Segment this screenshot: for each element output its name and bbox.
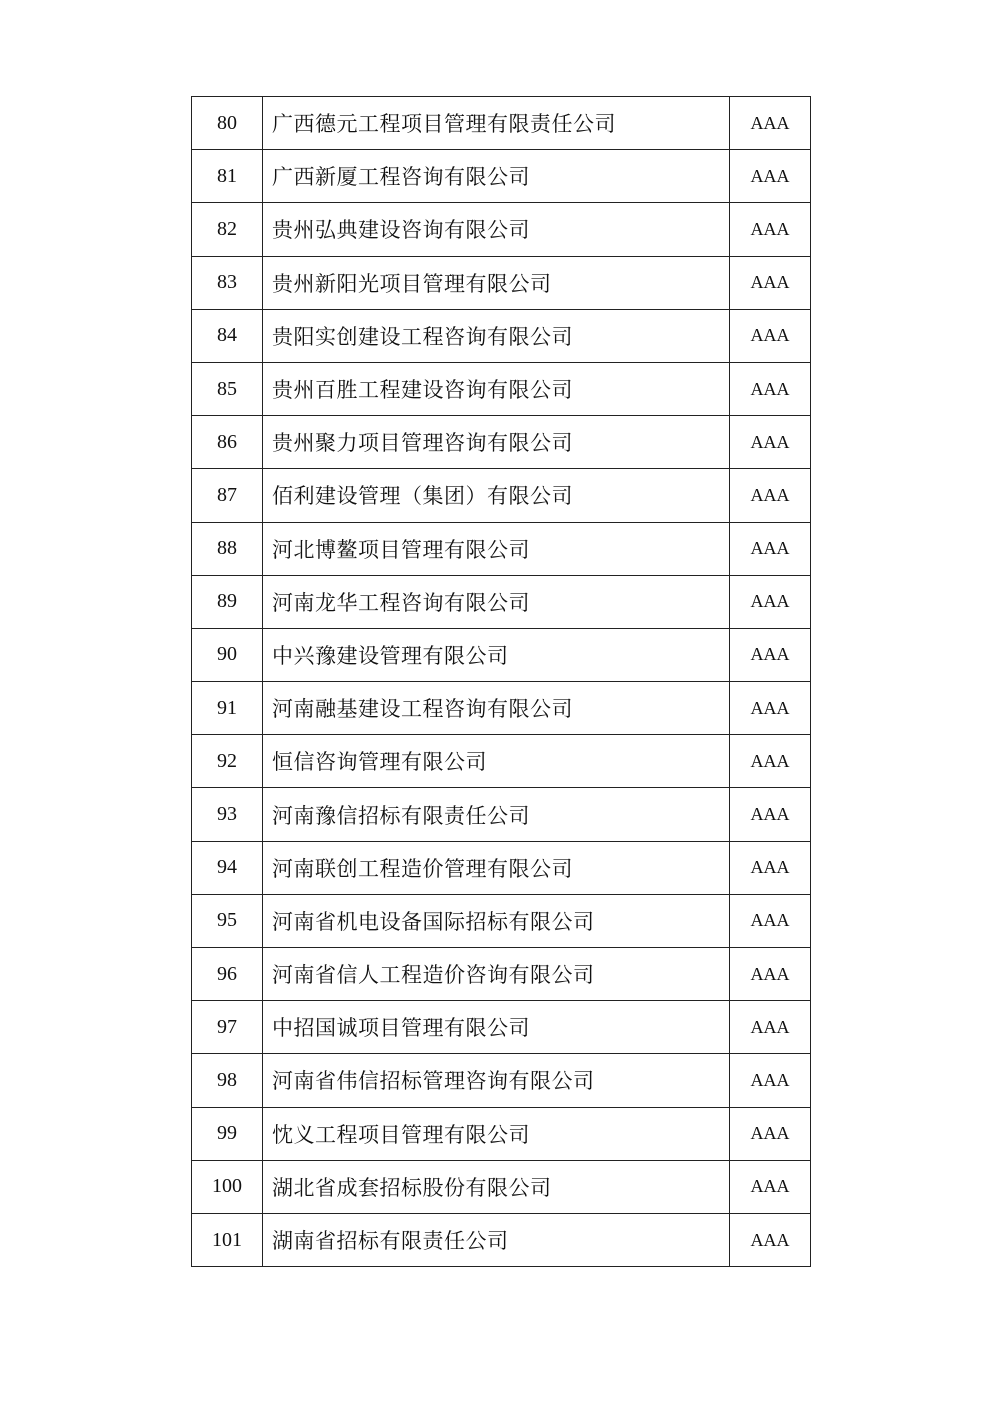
credit-grade-cell: AAA (730, 948, 811, 1001)
credit-grade-cell: AAA (730, 203, 811, 256)
credit-grade-cell: AAA (730, 788, 811, 841)
row-number-cell: 92 (192, 735, 263, 788)
row-number-cell: 100 (192, 1160, 263, 1213)
table-row (192, 1213, 811, 1266)
row-number-cell: 80 (192, 97, 263, 150)
credit-grade-cell: AAA (730, 628, 811, 681)
credit-grade-cell: AAA (730, 256, 811, 309)
table-row (192, 97, 811, 150)
table-row (192, 894, 811, 947)
table-row (192, 362, 811, 415)
row-number-cell: 98 (192, 1054, 263, 1107)
company-name-cell: 贵州弘典建设咨询有限公司 (263, 203, 730, 256)
credit-grade-cell: AAA (730, 1213, 811, 1266)
row-number-cell: 85 (192, 362, 263, 415)
row-number-cell: 94 (192, 841, 263, 894)
table-row (192, 948, 811, 1001)
table-row (192, 788, 811, 841)
row-number-cell: 87 (192, 469, 263, 522)
row-number-cell: 82 (192, 203, 263, 256)
company-name-cell: 贵州聚力项目管理咨询有限公司 (263, 416, 730, 469)
company-name-cell: 广西德元工程项目管理有限责任公司 (263, 97, 730, 150)
credit-grade-cell: AAA (730, 309, 811, 362)
row-number-cell: 83 (192, 256, 263, 309)
credit-grade-cell: AAA (730, 1054, 811, 1107)
table-row (192, 1160, 811, 1213)
company-name-cell: 河南联创工程造价管理有限公司 (263, 841, 730, 894)
credit-grade-cell: AAA (730, 1160, 811, 1213)
credit-grade-cell: AAA (730, 150, 811, 203)
table-row (192, 1001, 811, 1054)
company-name-cell: 河南融基建设工程咨询有限公司 (263, 682, 730, 735)
row-number-cell: 88 (192, 522, 263, 575)
table-row (192, 522, 811, 575)
credit-grade-cell: AAA (730, 416, 811, 469)
row-number-cell: 93 (192, 788, 263, 841)
table-row (192, 841, 811, 894)
row-number-cell: 99 (192, 1107, 263, 1160)
table-row (192, 628, 811, 681)
company-name-cell: 恒信咨询管理有限公司 (263, 735, 730, 788)
row-number-cell: 101 (192, 1213, 263, 1266)
table-row (192, 1054, 811, 1107)
company-name-cell: 贵州新阳光项目管理有限公司 (263, 256, 730, 309)
row-number-cell: 95 (192, 894, 263, 947)
credit-grade-cell: AAA (730, 682, 811, 735)
row-number-cell: 81 (192, 150, 263, 203)
credit-grade-cell: AAA (730, 841, 811, 894)
table-row (192, 469, 811, 522)
company-name-cell: 河南省信人工程造价咨询有限公司 (263, 948, 730, 1001)
company-name-cell: 中招国诚项目管理有限公司 (263, 1001, 730, 1054)
company-name-cell: 河南省伟信招标管理咨询有限公司 (263, 1054, 730, 1107)
credit-grade-cell: AAA (730, 894, 811, 947)
credit-grade-cell: AAA (730, 97, 811, 150)
credit-grade-cell: AAA (730, 575, 811, 628)
row-number-cell: 89 (192, 575, 263, 628)
credit-grade-cell: AAA (730, 469, 811, 522)
table-row (192, 682, 811, 735)
company-name-cell: 贵州百胜工程建设咨询有限公司 (263, 362, 730, 415)
company-name-cell: 广西新厦工程咨询有限公司 (263, 150, 730, 203)
company-name-cell: 中兴豫建设管理有限公司 (263, 628, 730, 681)
company-name-cell: 河南豫信招标有限责任公司 (263, 788, 730, 841)
credit-grade-cell: AAA (730, 1001, 811, 1054)
table-body (192, 97, 811, 1267)
credit-grade-cell: AAA (730, 735, 811, 788)
row-number-cell: 91 (192, 682, 263, 735)
company-name-cell: 湖北省成套招标股份有限公司 (263, 1160, 730, 1213)
company-name-cell: 河南省机电设备国际招标有限公司 (263, 894, 730, 947)
company-name-cell: 佰利建设管理（集团）有限公司 (263, 469, 730, 522)
company-name-cell: 湖南省招标有限责任公司 (263, 1213, 730, 1266)
row-number-cell: 97 (192, 1001, 263, 1054)
row-number-cell: 90 (192, 628, 263, 681)
credit-grade-cell: AAA (730, 522, 811, 575)
company-name-cell: 贵阳实创建设工程咨询有限公司 (263, 309, 730, 362)
company-name-cell: 河南龙华工程咨询有限公司 (263, 575, 730, 628)
table-row (192, 1107, 811, 1160)
company-name-cell: 河北博鳌项目管理有限公司 (263, 522, 730, 575)
credit-grade-cell: AAA (730, 1107, 811, 1160)
table-row (192, 735, 811, 788)
table-row (192, 575, 811, 628)
table-row (192, 256, 811, 309)
row-number-cell: 96 (192, 948, 263, 1001)
table-row (192, 203, 811, 256)
credit-grade-cell: AAA (730, 362, 811, 415)
company-name-cell: 忱义工程项目管理有限公司 (263, 1107, 730, 1160)
table-row (192, 416, 811, 469)
company-rating-table (191, 96, 811, 1267)
row-number-cell: 86 (192, 416, 263, 469)
table-row (192, 309, 811, 362)
row-number-cell: 84 (192, 309, 263, 362)
table-row (192, 150, 811, 203)
